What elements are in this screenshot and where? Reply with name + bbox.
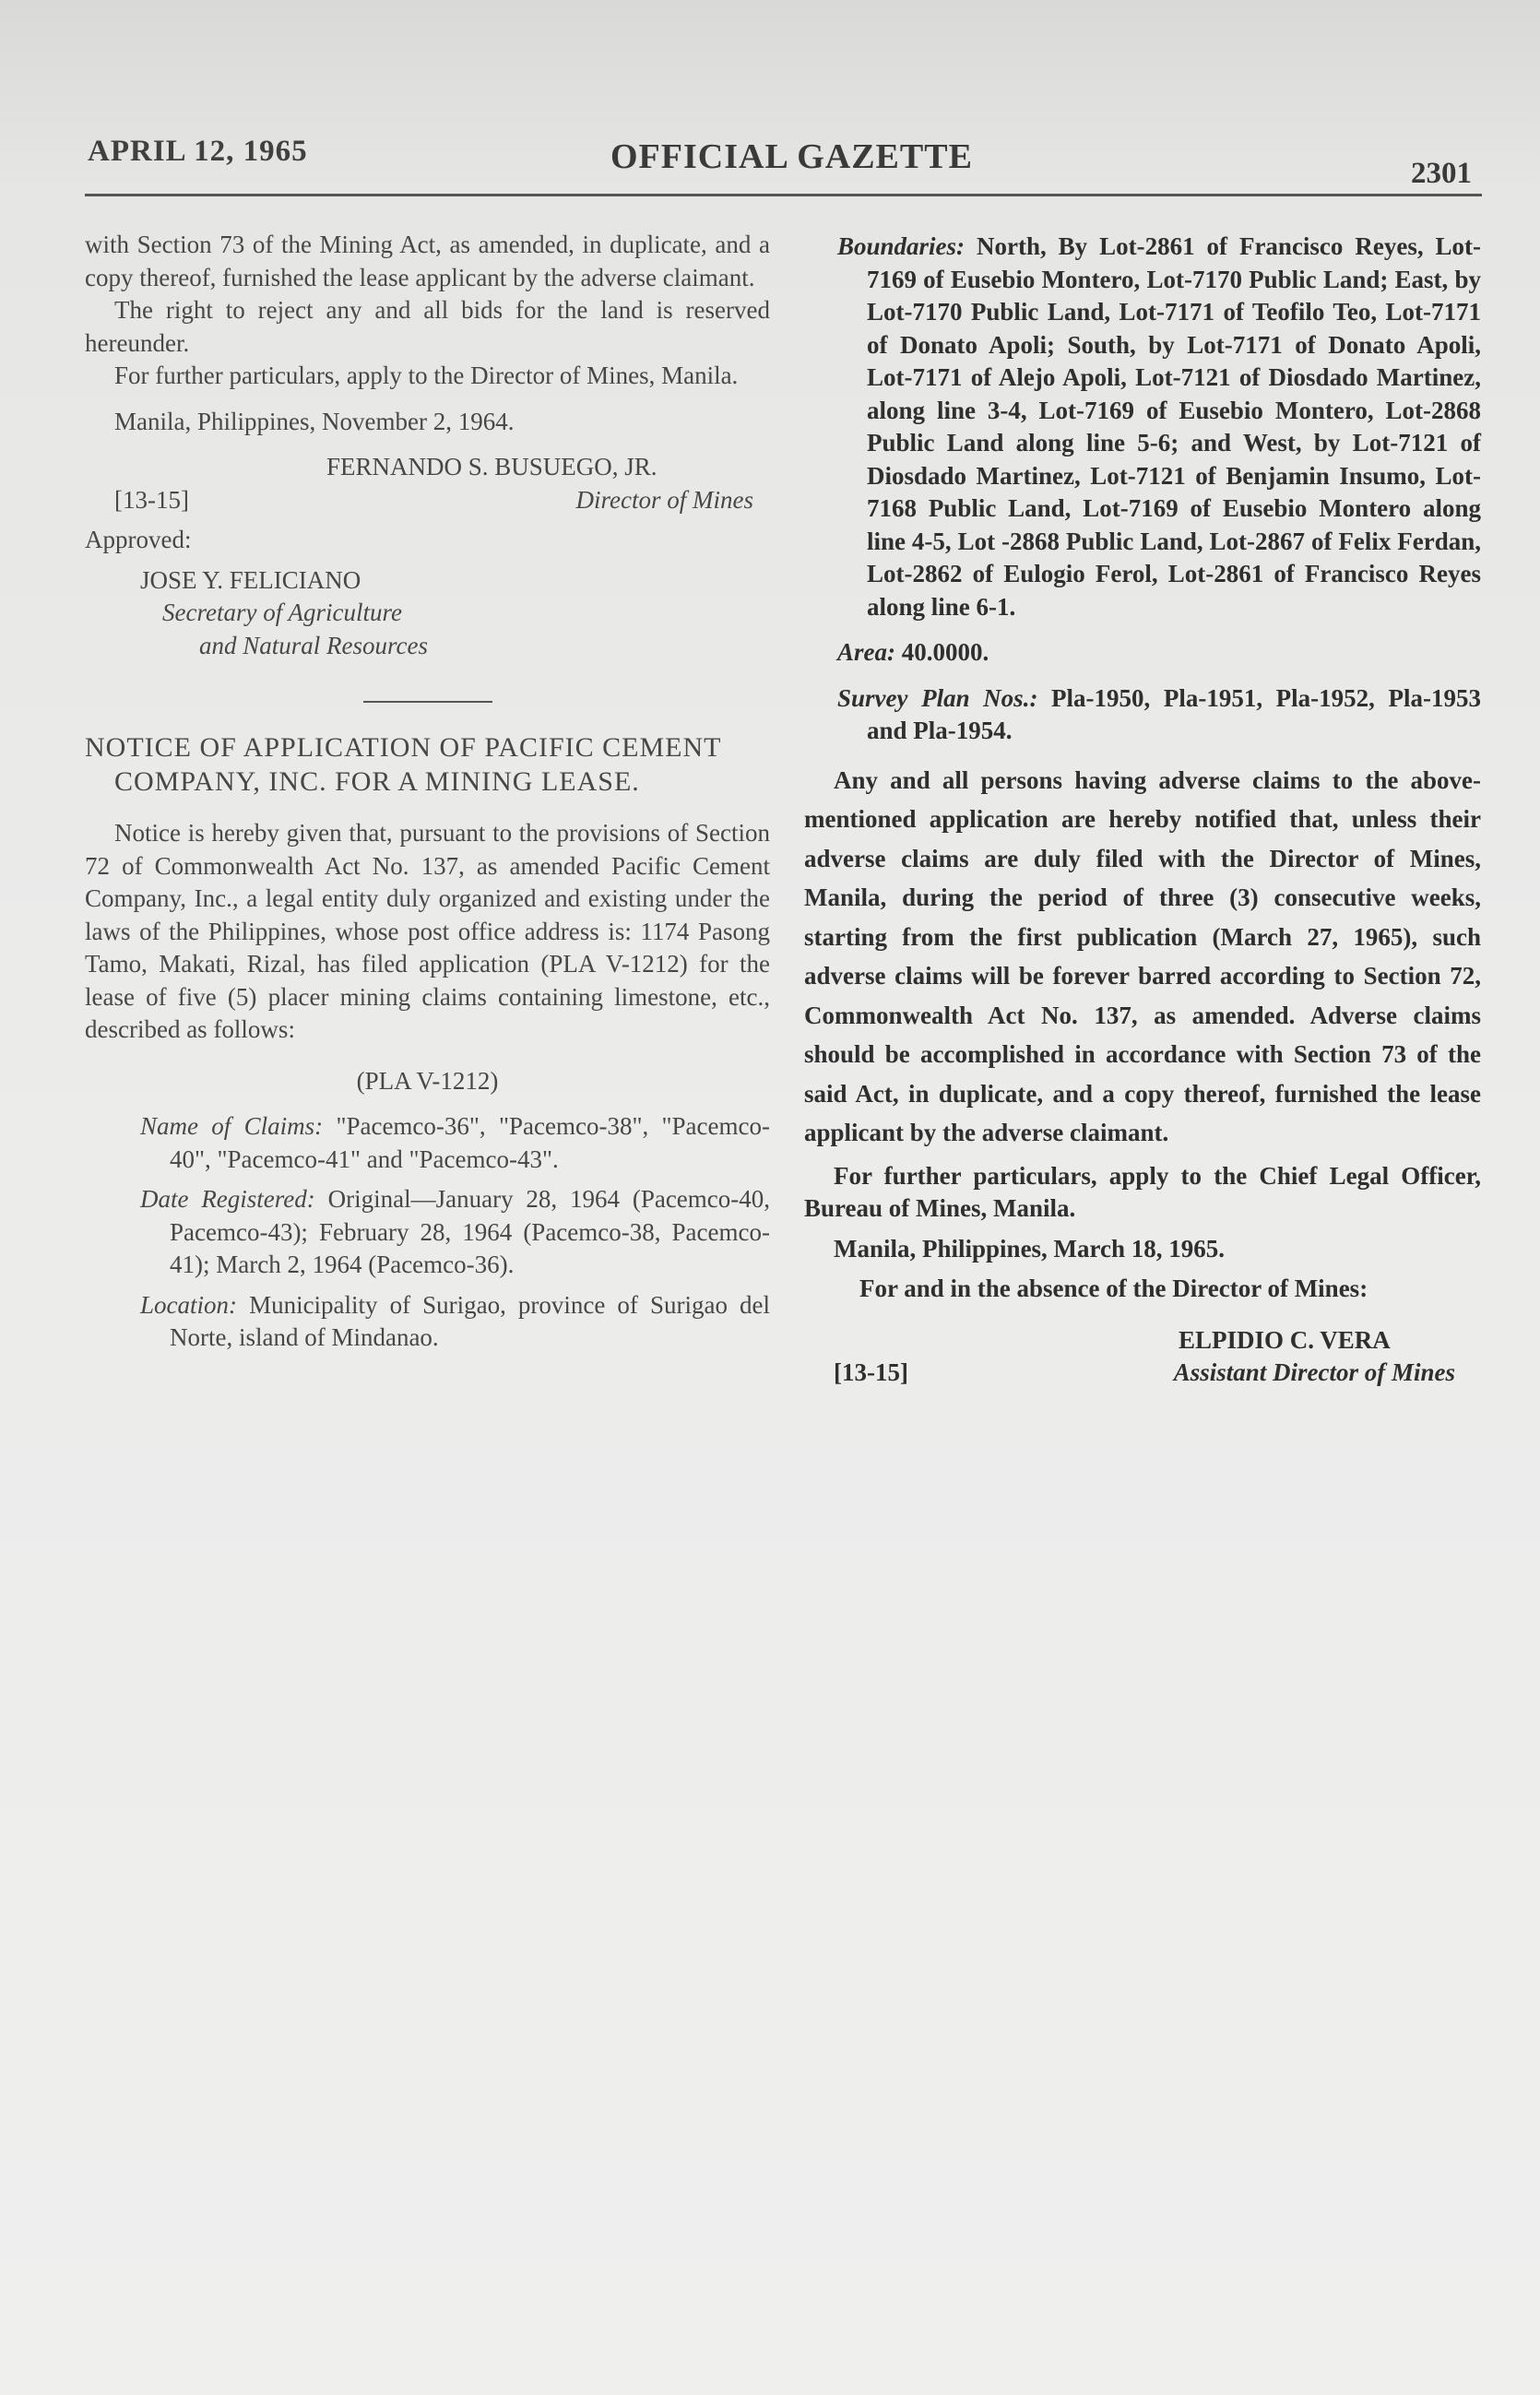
issue-ref: [13-15]: [114, 485, 189, 514]
signature-row: [85, 484, 770, 517]
registered-value: Original—January 28, 1964 (Pacemco-40, Pacemco-43); February 28, 1964 (Pacemco-38, Pacemco-41); March 2, 1964 (Pacemco-36).: [170, 1185, 771, 1278]
boundaries-value: North, By Lot-2861 of Francisco Reyes, Lot-7169 of Eusebio Montero, Lot-7170 Public Land; East, by Lot-7170 Public Land, Lot-7171 of Teofilo Teo, Lot-7171 of Donato Apoli; South, by Lot-7171 of Donato Apoli, Lot-7171 of Alejo Apoli, Lot-7121 of Diosdado Martinez, along line 3-4, Lot-7169 of Eusebio Montero, Lot-2868 Public Land along line 5-6; and West, by Lot-7121 of Diosdado Martinez, Lot-7121 of Benjamin Insumo, Lot-7168 Public Land, Lot-7169 of Eusebio Montero along line 4-5, Lot -2868 Public Land, Lot-2867 of Felix Ferdan, Lot-2862 of Eulogio Ferol, Lot-2861 of Francisco Reyes along line 6-1.: [867, 232, 1481, 621]
right-signer-title: Assistant Director of Mines: [1173, 1358, 1455, 1386]
boundaries-label: Boundaries:: [837, 232, 965, 260]
adverse-claims-paragraph: Any and all persons having adverse claims to the above-mentioned application are hereby notified that, unless their adverse claims are duly filed with the Director of Mines, Manila, during the period of three (3) consecutive weeks, starting from the first publication (March 27, 1965), such adverse claims will be forever barred according to Section 72, Commonwealth Act No. 137, as amended. Adverse claims should be accomplished in accordance with Section 73 of the said Act, in duplicate, and a copy thereof, furnished the lease applicant by the adverse claimant.: [804, 765, 1481, 1146]
right-signature-row: [804, 1357, 1481, 1390]
boundaries-entry: [804, 231, 1481, 623]
notice-title: NOTICE OF APPLICATION OF PACIFIC CEMENT COMPANY, INC. FOR A MINING LEASE.: [85, 732, 721, 797]
area-value: 40.0000.: [901, 638, 989, 666]
registered-label: Date Registered:: [140, 1185, 315, 1213]
area-entry: [804, 636, 1481, 670]
claims-value: "Pacemco-36", "Pacemco-38", "Pacemco-40", "Pacemco-41" and "Pacemco-43".: [170, 1112, 770, 1173]
right-issue-ref: [13-15]: [834, 1358, 908, 1386]
location-value: Municipality of Surigao, province of Surigao del Norte, island of Mindanao.: [170, 1290, 771, 1351]
approver-title-2: and Natural Resources: [199, 631, 428, 659]
left-column: [85, 229, 770, 1355]
dateline: Manila, Philippines, November 2, 1964.: [114, 407, 515, 435]
page-number: 2301: [1411, 157, 1472, 190]
header-rule: [85, 194, 1482, 196]
approver-title-1: Secretary of Agriculture: [162, 599, 402, 626]
right-column: [804, 231, 1481, 1390]
particulars-paragraph: For further particulars, apply to the Director of Mines, Manila.: [114, 362, 739, 389]
notice-body: Notice is hereby given that, pursuant to the provisions of Section 72 of Commonwealth Act No. 137, as amended Pacific Cement Company, Inc., a legal entity duly organized and existing under the laws of the Philippines, whose post office address is: 1174 Pasong Tamo, Makati, Rizal, has filed application (PLA V-1212) for the lease of five (5) placer mining claims containing limestone, etc., described as follows:: [85, 819, 770, 1043]
continued-paragraph: with Section 73 of the Mining Act, as amended, in duplicate, and a copy thereof, furnished the lease applicant by the adverse claimant.: [85, 231, 770, 291]
section-divider: [363, 701, 492, 703]
location-label: Location:: [140, 1290, 237, 1319]
survey-label: Survey Plan Nos.:: [837, 683, 1038, 712]
approver-block: [85, 564, 770, 663]
claims-entry: [85, 1110, 770, 1176]
chief-legal-paragraph: For further particulars, apply to the Chief Legal Officer, Bureau of Mines, Manila.: [804, 1161, 1481, 1222]
header-date: APRIL 12, 1965: [88, 135, 308, 168]
approver-name: JOSE Y. FELICIANO: [140, 565, 361, 594]
right-signer-name: ELPIDIO C. VERA: [1179, 1325, 1391, 1354]
pla-ref: (PLA V-1212): [356, 1066, 499, 1095]
approved-label: Approved:: [85, 526, 192, 553]
area-label: Area:: [837, 638, 895, 666]
survey-value: Pla-1950, Pla-1951, Pla-1952, Pla-1953 and Pla-1954.: [867, 683, 1481, 744]
location-entry: [85, 1289, 770, 1355]
for-director-line: For and in the absence of the Director of Mines:: [859, 1275, 1368, 1302]
header-title: OFFICIAL GAZETTE: [610, 137, 973, 176]
signer-title: Director of Mines: [575, 485, 753, 514]
reject-bids-paragraph: The right to reject any and all bids for the land is reserved hereunder.: [85, 296, 770, 357]
registered-entry: [85, 1183, 770, 1282]
right-dateline: Manila, Philippines, March 18, 1965.: [834, 1234, 1226, 1263]
survey-entry: [804, 682, 1481, 748]
claims-label: Name of Claims:: [140, 1112, 324, 1140]
signer-name: FERNANDO S. BUSUEGO, JR.: [326, 453, 657, 480]
